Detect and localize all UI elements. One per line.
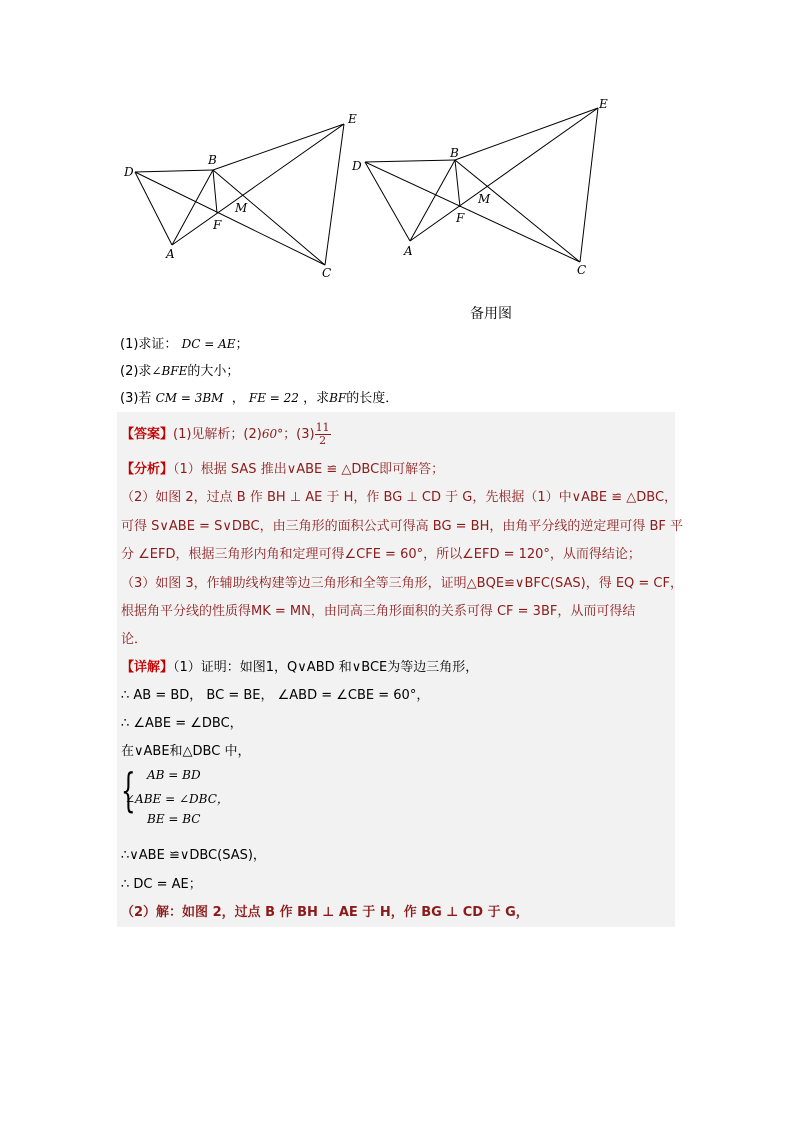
detail-line-1 — [121, 656, 478, 675]
detail-line-4: 在∨ABE和△DBC 中， — [121, 744, 251, 759]
detail-line-7 — [121, 901, 529, 920]
label-right-A: A — [404, 244, 413, 258]
label-left-C: C — [322, 266, 332, 280]
label-right-F: F — [456, 211, 465, 225]
label-left-D: D — [124, 165, 134, 179]
solution-block — [117, 412, 684, 927]
question-2 — [120, 360, 239, 379]
detail-text-1: （1）证明：如图1，Q∨ABD 和∨BCE为等边三角形， — [173, 660, 479, 675]
question-3-post2: ，求 — [303, 391, 330, 406]
analysis-line-1 — [121, 458, 444, 477]
analysis-line-3: 可得 S∨ABE = S∨DBC，由三角形的面积公式可得高 BG = BH，由角平分线的逆定理可得 BF 平 — [121, 519, 684, 534]
detail-text-7: （2）解：如图 2，过点 B 作 BH ⊥ AE 于 H，作 BG ⊥ CD 于 G， — [121, 905, 529, 920]
label-left-B: B — [208, 153, 217, 167]
system-eq-2: ∠ABE = ∠DBC， — [125, 792, 229, 806]
answer-label: 【答案】 — [121, 427, 174, 442]
question-3-math: CM = 3BM — [155, 391, 224, 405]
analysis-line-7: 论． — [121, 632, 148, 647]
label-right-B: B — [450, 146, 459, 160]
detail-line-6: ∴ DC = AE； — [121, 877, 202, 892]
label-right-C: C — [577, 263, 587, 277]
answer-line — [121, 422, 331, 447]
question-2-num: (2) — [120, 364, 139, 379]
detail-line-3: ∴ ∠ABE = ∠DBC， — [121, 716, 243, 731]
question-1 — [120, 333, 249, 352]
answer-fraction — [315, 422, 331, 447]
question-3-math3: BF — [329, 391, 347, 405]
system-brace: { — [121, 763, 136, 817]
detail-label: 【详解】 — [121, 660, 174, 675]
question-2-math: ∠BFE — [151, 364, 188, 378]
question-1-num: (1) — [120, 337, 139, 352]
label-right-M: M — [478, 192, 491, 206]
question-1-post: ； — [235, 337, 249, 352]
question-3-post3: 的长度． — [346, 391, 399, 406]
analysis-line-4: 分 ∠EFD，根据三角形内角和定理可得∠CFE = 60°，所以∠EFD = 120°，从而得结论； — [121, 547, 641, 562]
system-eq-1: AB = BD — [147, 768, 201, 782]
question-3-pre: 若 — [138, 391, 152, 406]
answer-part3: ；(3) — [283, 427, 315, 442]
label-right-D: D — [352, 159, 362, 173]
question-1-pre: 求证： — [138, 337, 178, 352]
figure-right — [365, 108, 598, 262]
answer-value2: 60° — [261, 427, 284, 441]
analysis-line-5: （3）如图 3，作辅助线构建等边三角形和全等三角形，证明△BQE≌∨BFC(SAS)，得 EQ = CF， — [121, 576, 683, 591]
question-2-post: 的大小； — [187, 364, 240, 379]
question-2-pre: 求 — [138, 364, 152, 379]
label-left-A: A — [166, 247, 175, 261]
question-3-num: (3) — [120, 391, 139, 406]
figure-caption: 备用图 — [470, 306, 512, 322]
label-right-E: E — [599, 97, 608, 111]
label-left-E: E — [348, 112, 357, 126]
label-left-M: M — [235, 201, 248, 215]
system-eq-3: BE = BC — [147, 812, 201, 826]
answer-frac-den: 2 — [319, 434, 327, 447]
detail-line-5: ∴∨ABE ≌∨DBC(SAS)， — [121, 848, 266, 863]
question-1-math: DC = AE — [181, 337, 236, 351]
analysis-text-1: （1）根据 SAS 推出∨ABE ≌ △DBC即可解答； — [173, 462, 445, 477]
question-3-mid: ， — [231, 391, 245, 406]
question-3-math2: FE = 22 — [248, 391, 299, 405]
answer-frac-num: 11 — [315, 421, 330, 434]
analysis-line-6: 根据角平分线的性质得MK = MN，由同高三角形面积的关系可得 CF = 3BF，从而可得结 — [121, 604, 636, 619]
label-left-F: F — [213, 218, 222, 232]
figure-left — [135, 124, 344, 265]
analysis-line-2: （2）如图 2，过点 B 作 BH ⊥ AE 于 H，作 BG ⊥ CD 于 G，先根据（1）中∨ABE ≌ △DBC， — [121, 490, 678, 505]
geometry-figure — [0, 0, 794, 300]
question-3 — [120, 387, 398, 406]
detail-line-2: ∴ AB = BD， BC = BE， ∠ABD = ∠CBE = 60°， — [121, 688, 430, 703]
answer-part1: (1)见解析；(2) — [173, 427, 262, 442]
analysis-label: 【分析】 — [121, 462, 174, 477]
